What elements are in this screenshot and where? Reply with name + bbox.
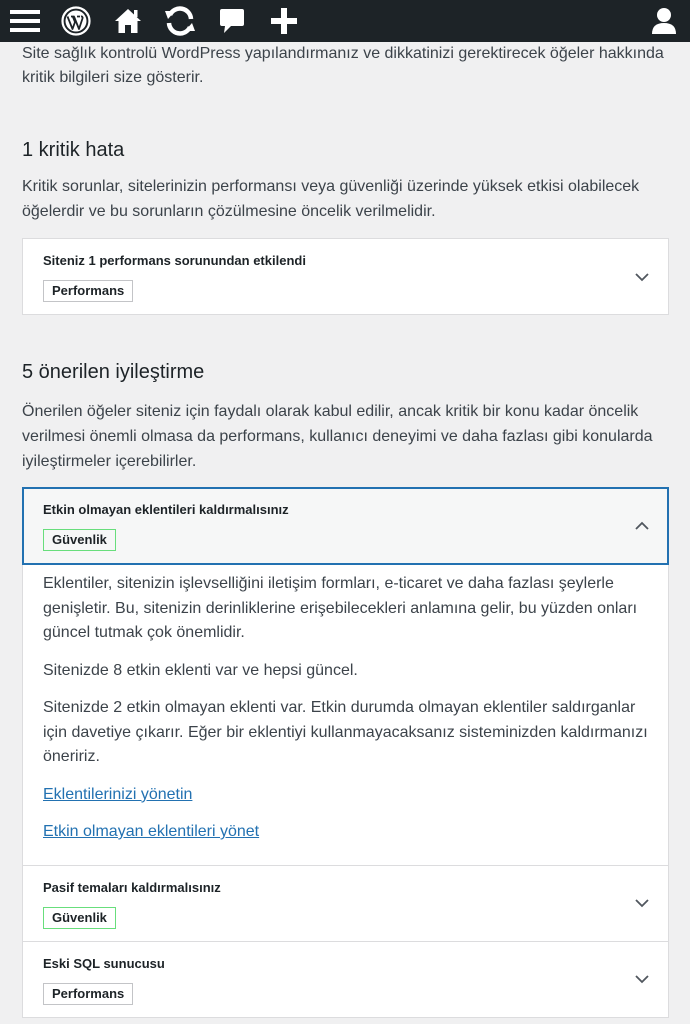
chevron-down-icon (634, 269, 650, 285)
security-badge: Güvenlik (43, 529, 116, 551)
menu-icon[interactable] (0, 0, 50, 42)
comments-icon[interactable] (206, 0, 258, 42)
admin-bar (0, 0, 690, 42)
manage-plugins-link[interactable]: Eklentilerinizi yönetin (43, 785, 193, 803)
issue-title: Siteniz 1 performans sorunundan etkilendi (43, 253, 306, 268)
home-icon[interactable] (102, 0, 154, 42)
issue-inactive-plugins (23, 488, 668, 865)
chevron-up-icon (634, 518, 650, 534)
critical-accordion (22, 238, 669, 315)
wordpress-icon[interactable] (50, 0, 102, 42)
issue-title: Pasif temaları kaldırmalısınız (43, 879, 221, 895)
new-content-icon[interactable] (258, 0, 310, 42)
manage-inactive-plugins-link[interactable]: Etkin olmayan eklentileri yönet (43, 823, 260, 840)
performance-badge: Performans (43, 280, 133, 302)
issue-inactive-plugins-details (23, 564, 668, 865)
issue-performance-toggle[interactable] (23, 239, 668, 314)
issue-old-sql-server-toggle[interactable] (23, 942, 668, 1017)
user-icon[interactable] (638, 0, 690, 42)
critical-title: 1 kritik hata (22, 139, 125, 161)
site-health-content (22, 42, 669, 1018)
security-badge: Güvenlik (43, 907, 116, 929)
details-paragraph: Sitenizde 2 etkin olmayan eklenti var. Etkin durumda olmayan eklentiler saldırganlar için davetiye çıkarır. Eğer bir eklentiyi kullanmayacaksanız sisteminizden kaldırmanızı öneririz. (43, 699, 648, 765)
performance-badge: Performans (43, 983, 133, 1005)
issue-inactive-plugins-toggle[interactable] (23, 488, 668, 564)
updates-icon[interactable] (154, 0, 206, 42)
chevron-down-icon (634, 895, 650, 911)
issue-inactive-themes (23, 865, 668, 941)
recommended-title: 5 önerilen iyileştirme (22, 361, 205, 383)
recommended-accordion (22, 487, 669, 1018)
intro-text: Site sağlık kontrolü WordPress yapılandırmanız ve dikkatinizi gerektirecek öğeler hakkında kritik bilgileri size gösterir. (22, 45, 664, 86)
critical-description: Kritik sorunlar, sitelerinizin performansı veya güvenliği üzerinde yüksek etkisi olabilecek öğelerdir ve bu sorunların çözülmesine öncelik verilmelidir. (22, 178, 640, 220)
issue-performance (23, 239, 668, 314)
chevron-down-icon (634, 971, 650, 987)
issue-inactive-themes-toggle[interactable] (23, 866, 668, 941)
details-paragraph: Sitenizde 8 etkin eklenti var ve hepsi güncel. (43, 661, 358, 679)
recommended-description: Önerilen öğeler siteniz için faydalı olarak kabul edilir, ancak kritik bir konu kadar öncelik verilmesi önemli olmasa da performans, kullanıcı deneyimi ve daha fazlası gibi konularda iyileştirmeler içerebilirler. (22, 403, 653, 470)
details-paragraph: Eklentiler, sitenizin işlevselliğini iletişim formları, e-ticaret ve daha fazlası şeylerle genişletir. Bu, sitenizin derinliklerine erişebilecekleri anlamına gelir, bu yüzden onları güncel tutmak çok önemlidir. (43, 575, 638, 641)
issue-title: Eski SQL sunucusu (43, 955, 165, 971)
issue-title: Etkin olmayan eklentileri kaldırmalısınız (43, 502, 289, 517)
issue-old-sql-server (23, 941, 668, 1017)
